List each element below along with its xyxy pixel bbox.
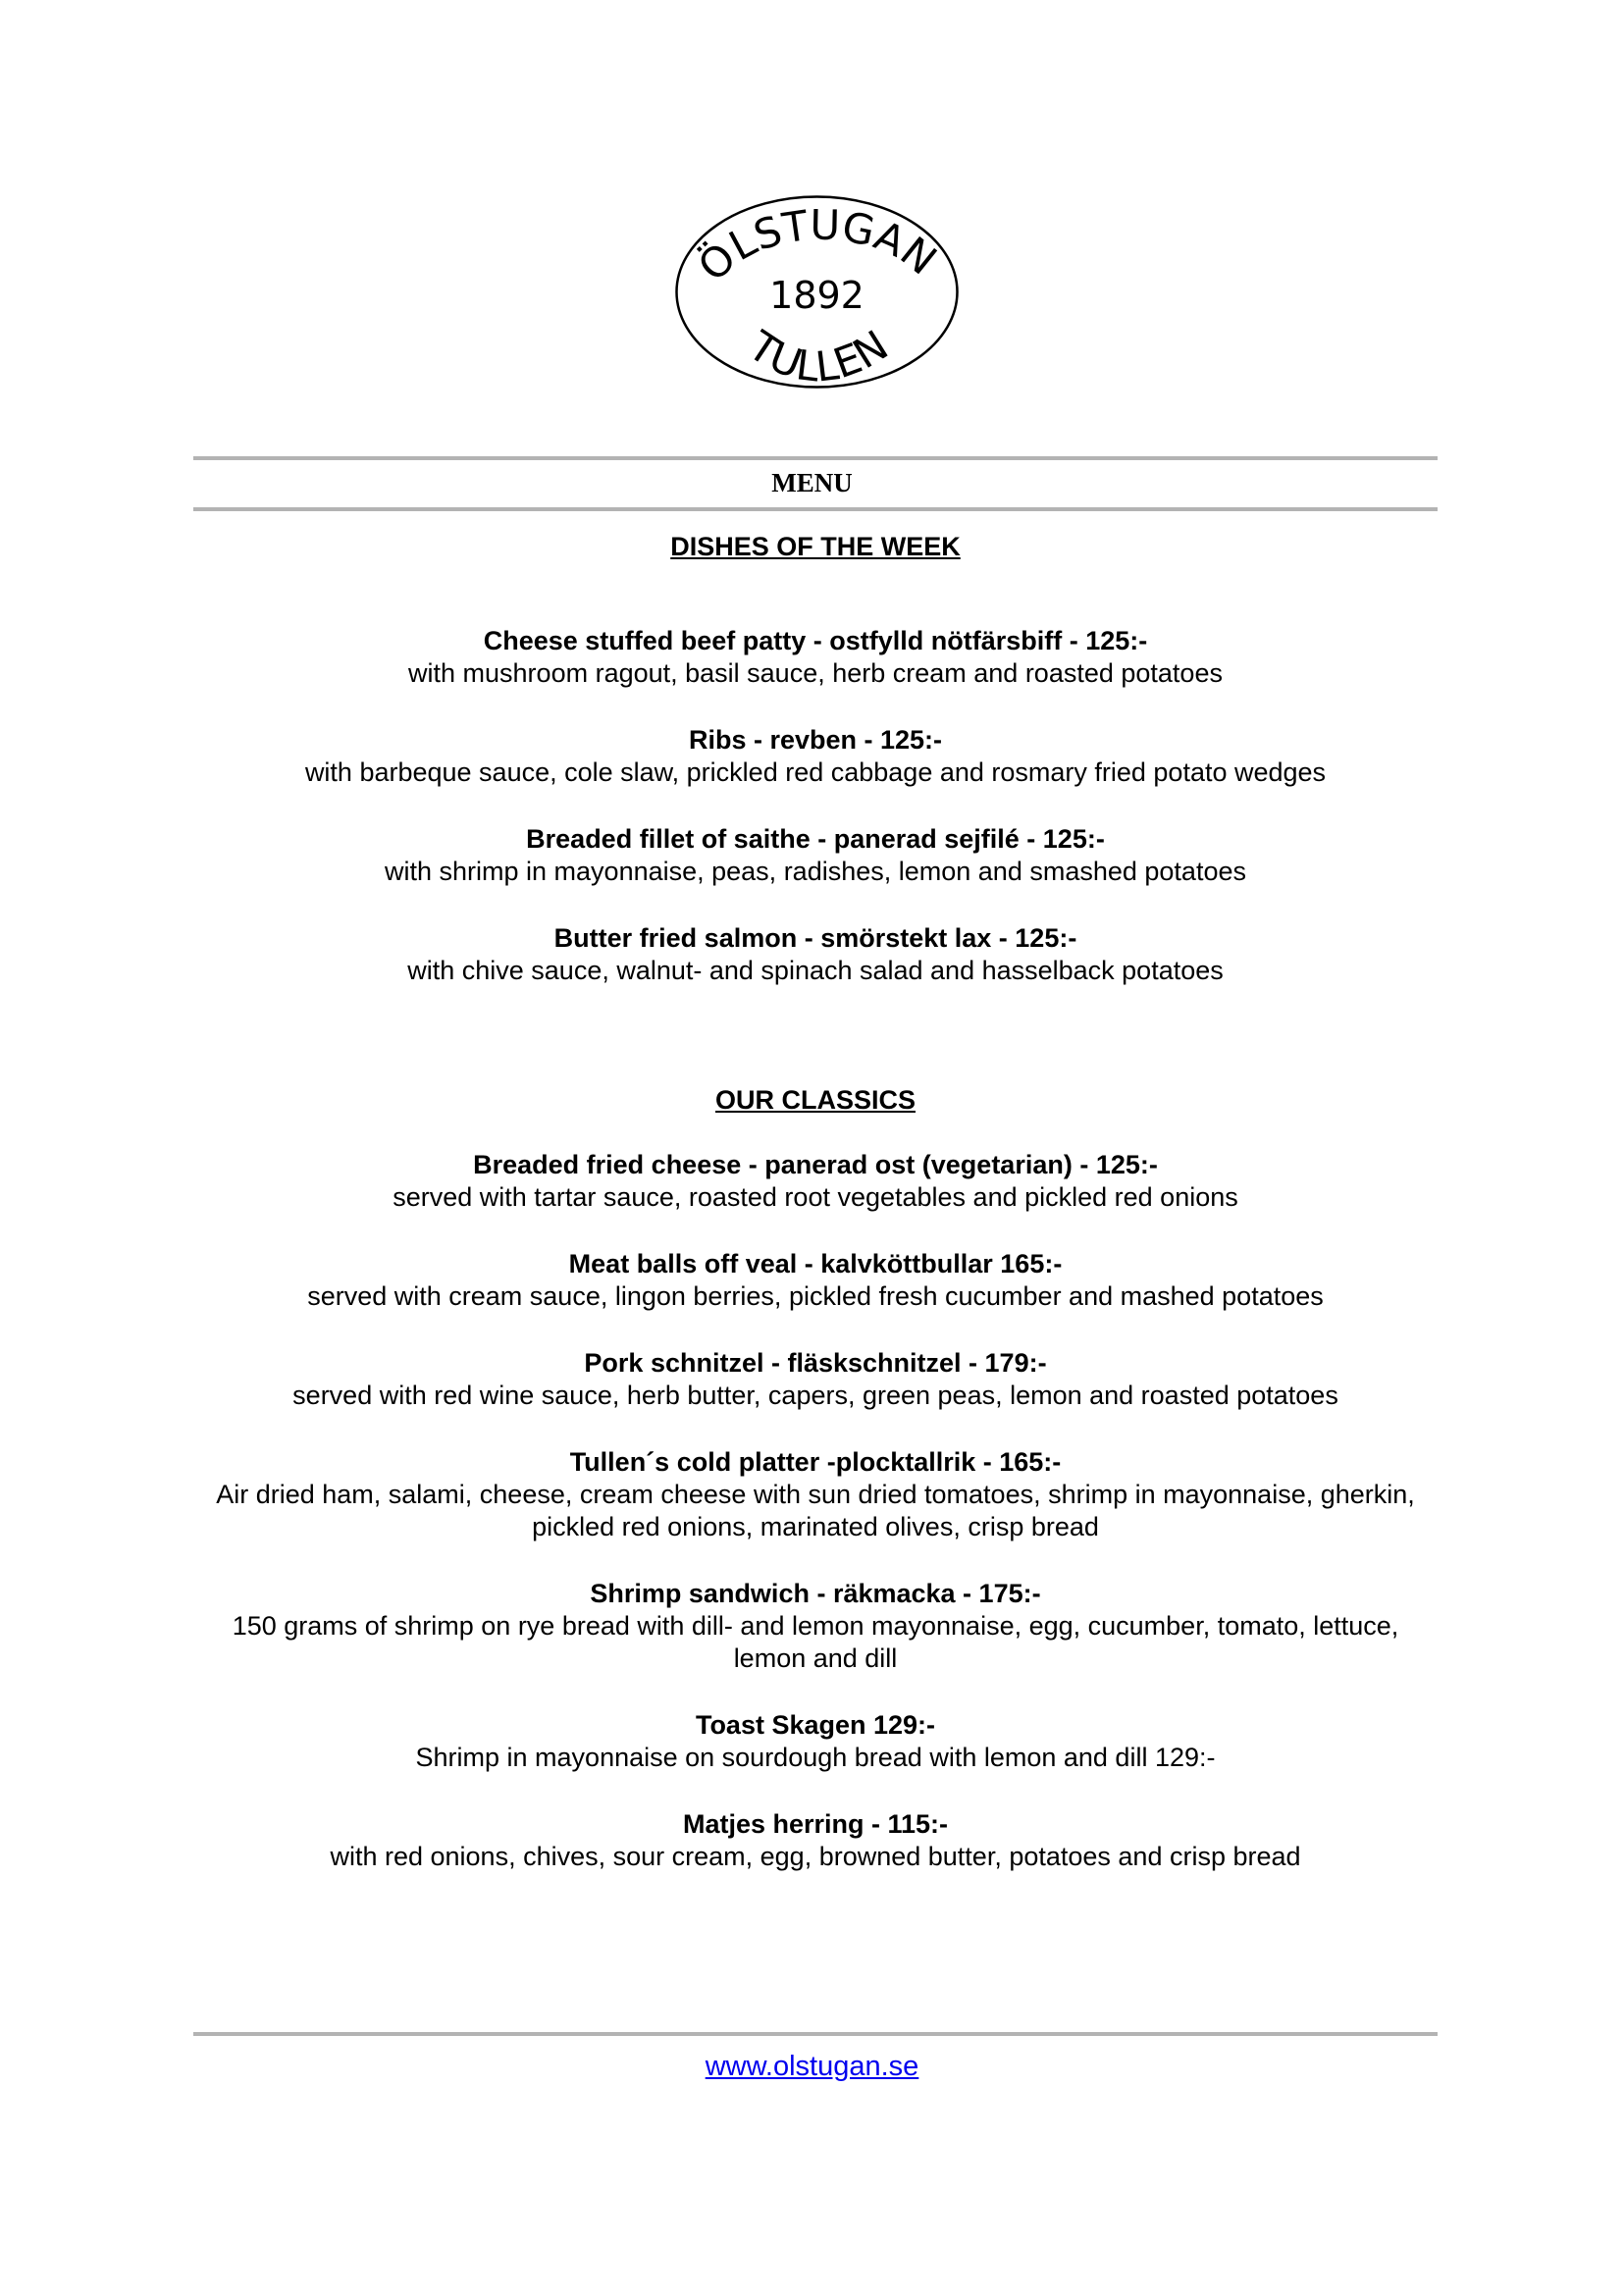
logo-bottom-text: TULLEN <box>740 321 897 391</box>
section-heading: OUR CLASSICS <box>714 1085 917 1115</box>
dish-item <box>193 1807 1438 1873</box>
menu-content <box>193 530 1438 1873</box>
dish-item <box>193 1445 1438 1543</box>
dish-list <box>193 624 1438 987</box>
section-our-classics <box>193 1083 1438 1873</box>
dish-description: Air dried ham, salami, cheese, cream cheese with sun dried tomatoes, shrimp in mayonnaise, gherkin, pickled red onions, marinated olives, crisp bread <box>216 1480 1415 1541</box>
restaurant-logo <box>672 191 962 392</box>
dish-list <box>193 1148 1438 1873</box>
dish-description: with shrimp in mayonnaise, peas, radishes, lemon and smashed potatoes <box>385 857 1246 886</box>
logo-seal-graphic <box>672 191 962 392</box>
dish-title: Breaded fried cheese - panerad ost (vegetarian) - 125:- <box>473 1150 1158 1179</box>
dish-title: Tullen´s cold platter -plocktallrik - 165:- <box>569 1447 1062 1477</box>
header-divider-top <box>193 456 1438 460</box>
dish-description: 150 grams of shrimp on rye bread with dill- and lemon mayonnaise, egg, cucumber, tomato, lettuce, lemon and dill <box>232 1611 1399 1673</box>
dish-title: Toast Skagen 129:- <box>695 1710 936 1740</box>
website-link[interactable]: www.olstugan.se <box>705 2051 919 2082</box>
dish-item <box>193 822 1438 888</box>
dish-description: with mushroom ragout, basil sauce, herb cream and roasted potatoes <box>408 658 1223 688</box>
section-dishes-of-the-week <box>193 530 1438 987</box>
dish-description: with barbeque sauce, cole slaw, prickled red cabbage and rosmary fried potato wedges <box>304 757 1327 787</box>
dish-item <box>193 1708 1438 1774</box>
dish-title: Pork schnitzel - fläskschnitzel - 179:- <box>584 1348 1047 1378</box>
dish-item <box>193 1577 1438 1675</box>
dish-item <box>193 1148 1438 1214</box>
dish-description: with red onions, chives, sour cream, egg, browned butter, potatoes and crisp bread <box>330 1842 1301 1871</box>
dish-title: Cheese stuffed beef patty - ostfylld nötfärsbiff - 125:- <box>483 626 1148 655</box>
dish-item <box>193 624 1438 690</box>
dish-title: Breaded fillet of saithe - panerad sejfilé - 125:- <box>526 824 1105 854</box>
dish-item <box>193 1247 1438 1313</box>
footer-divider <box>193 2032 1438 2036</box>
dish-description: Shrimp in mayonnaise on sourdough bread with lemon and dill 129:- <box>415 1743 1216 1772</box>
dish-title: Butter fried salmon - smörstekt lax - 125:- <box>553 923 1077 953</box>
dish-description: with chive sauce, walnut- and spinach salad and hasselback potatoes <box>407 956 1224 985</box>
dish-description: served with red wine sauce, herb butter, capers, green peas, lemon and roasted potatoes <box>292 1381 1338 1410</box>
dish-title: Shrimp sandwich - räkmacka - 175:- <box>590 1579 1041 1608</box>
dish-item <box>193 723 1438 789</box>
dish-title: Meat balls off veal - kalvköttbullar 165:- <box>568 1249 1063 1278</box>
header-divider-bottom <box>193 507 1438 511</box>
dish-title: Matjes herring - 115:- <box>682 1809 949 1839</box>
dish-description: served with cream sauce, lingon berries, pickled fresh cucumber and mashed potatoes <box>307 1281 1324 1311</box>
dish-item <box>193 921 1438 987</box>
menu-title: MENU <box>771 468 853 497</box>
section-heading: DISHES OF THE WEEK <box>670 532 961 561</box>
logo-year: 1892 <box>769 274 864 317</box>
dish-description: served with tartar sauce, roasted root vegetables and pickled red onions <box>393 1182 1238 1212</box>
logo-top-text: ÖLSTUGAN <box>688 200 946 291</box>
dish-title: Ribs - revben - 125:- <box>688 725 943 755</box>
dish-item <box>193 1346 1438 1412</box>
